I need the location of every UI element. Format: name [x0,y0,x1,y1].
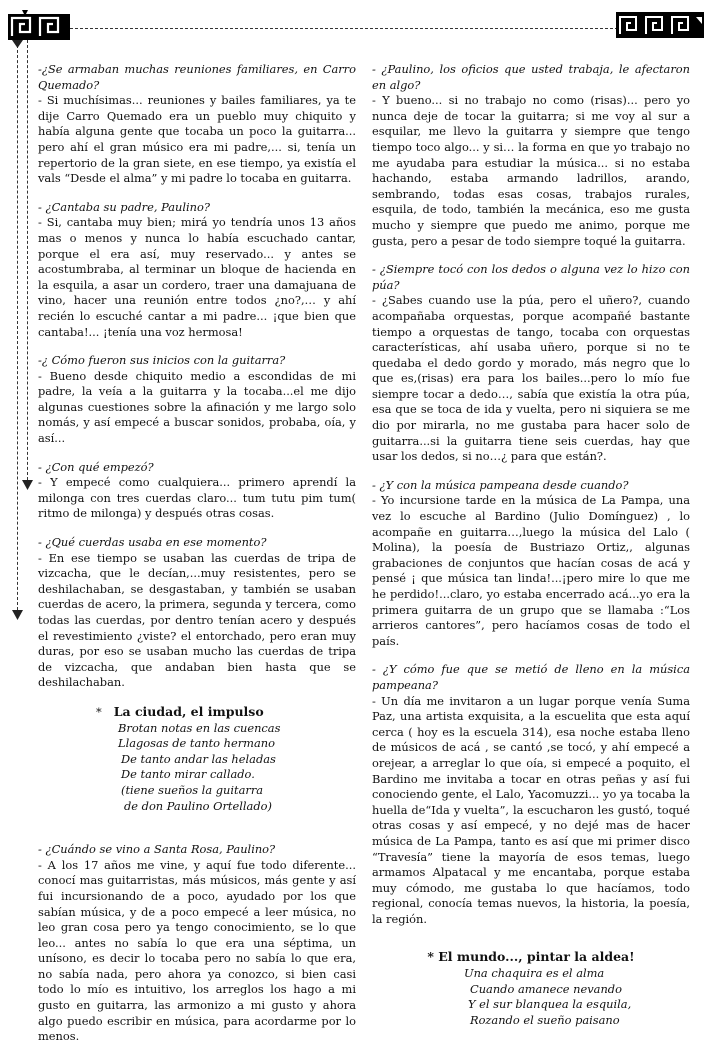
interview-question: - ¿Cuándo se vino a Santa Rosa, Paulino? [38,842,276,857]
interview-question: -¿ Cómo fueron sus inicios con la guitarra? [38,353,286,368]
interview-question: - ¿Siempre tocó con los dedos o alguna vez lo hizo con púa? [372,262,690,292]
poem-marker: * [96,704,102,719]
interview-question: -¿Se armaban muchas reuniones familiares, en Carro Quemado? [38,62,356,92]
qa-block [372,262,690,465]
qa-block [38,353,356,447]
qa-block [38,200,356,340]
interview-question: - ¿Cantaba su padre, Paulino? [38,199,210,214]
qa-block [372,62,690,249]
qa-block [38,460,356,522]
poem-line: de don Paulino Ortellado) [124,798,272,813]
poem-line: Brotan notas en las cuencas [118,720,281,735]
margin-dashed-line-2 [27,40,28,485]
interview-answer: - ¿Sabes cuando use la púa, pero el uñero?, cuando acompañaba orquestas, porque acompañé bastante tiempo a orquestas de tango, tocaba con orquestas características, ahí usaba uñero, porque si no te quedaba el dedo gordo y morado, más negro que lo que es,(risas) era para los bailes...pero lo mío fue siempre tocar a dedo…, sabía que existía la otra púa, esa que se toca de ida y vuelta, pero ni siquiera se me dio por mirarla, no me gustaba para hacer solo de guitarra...si la guitarra tiene seis cuerdas, hay que usar los dedos, si no…¿ para que están?. [372,293,690,464]
interview-answer: - A los 17 años me vine, y aquí fue todo diferente... conocí mas guitarristas, más músicos, más gente y así fui incursionando de a poco, ayudado por los que sabían música, y de a poco empecé a leer música, no leo gran cosa pero ya tengo conocimiento, se lo que leo... antes no sabía lo que era una séptima, un unísono, es decir lo tocaba pero no sabía lo que era, no sabía nada, pero ahora ya conozco, si bien casi todo lo mío es intuitivo, los arreglos los hago a mi gusto en guitarra, las armonizo a mi gusto y ahora algo puedo escribir en música, para acordarme por lo menos. [38,857,356,1044]
interview-question: - ¿Con qué empezó? [38,459,154,474]
interview-answer: - En ese tiempo se usaban las cuerdas de tripa de vizcacha, que le decían,...muy resistentes, pero se deshilachaban, se desgastaban, y también se usaban cuerdas de acero, la primera, segunda y tercera, como todas las cuerdas, por dentro tenían acero y después el revestimiento ¿viste? el entorchado, pero eran muy duras, por eso se usaban mucho las cuerdas de tripa de vizcacha, que andaban bien hasta que se deshilachaban. [38,550,356,690]
poem-line: De tanto andar las heladas [121,751,276,766]
interview-answer: - Bueno desde chiquito medio a escondidas de mi padre, la veía a la guitarra y la tocaba...el me dijo algunas cuestiones sobre la afinación y me largo solo nomás, y así empecé a buscar sonidos, probaba, oía, y así... [38,368,356,446]
poem-line: Y el sur blanquea la esquila, [468,997,632,1012]
poem-el-mundo [372,949,690,1028]
right-column [372,62,690,1028]
greek-key-ornament-left [8,10,70,40]
left-column [38,62,356,1058]
interview-question: - ¿Paulino, los oficios que usted trabaja, le afectaron en algo? [372,62,690,92]
poem-la-ciudad [98,704,356,814]
poem-line: Rozando el sueño paisano [470,1012,620,1027]
qa-block [38,62,356,187]
qa-block [372,662,690,927]
qa-block [372,478,690,650]
interview-answer: - Y bueno... si no trabajo no como (risas)... pero yo nunca deje de tocar la guitarra; si me voy al sur a esquilar, me llevo la guitarra y siempre que tengo tiempo toco algo... y si… la forma en que yo trabajo no me ayudaba para estudiar la música... si no estaba hachando, estaba armando ladrillos, arando, sembrando, todas esas cosas, trabajos rurales, esquila, de todo, también la mecánica, eso me gusta mucho y siempre que puedo me animo, porque me gusta, pero a pesar de todo siempre toqué la guitarra. [372,93,690,248]
greek-key-ornament-right [616,12,704,38]
interview-question: - ¿Y cómo fue que se metió de lleno en la música pampeana? [372,662,690,692]
poem-line: Una chaquira es el alma [464,966,605,981]
interview-answer: - Si muchísimas... reuniones y bailes familiares, ya te dije Carro Quemado era un pueblo muy chiquito y había alguna gente que tocaba un poco la guitarra... pero ahí el gran músico era mi padre,... si, tenía un repertorio de la gran siete, en ese tiempo, ya existía el vals “Desde el alma” y mi padre lo tocaba en guitarra. [38,93,356,186]
poem-title: * El mundo..., pintar la aldea! [427,949,635,965]
qa-block [38,842,356,1045]
poem-line: Llagosas de tanto hermano [118,736,275,751]
interview-answer: - Yo incursione tarde en la música de La Pampa, una vez lo escuche al Bardino (Julio Domínguez) , lo acompañe en guitarra…,luego la música del Lalo ( Molina), la poesía de Bustriazo Ortiz,, algunas grabaciones de conjuntos que hacían cosas de acá y pensé ¡ que música tan linda!...¡pero mire lo que me he perdido!...claro, yo estaba encerrado acá...yo era la primera guitarra de un grupo que se llamaba :“Los arrieros cantores”, pero hacíamos cosas de todo el país. [372,493,690,648]
interview-answer: - Un día me invitaron a un lugar porque venía Suma Paz, una artista exquisita, a la escuelita que esta aquí cerca ( hoy es la escuela 314), esa noche estaba lleno de músicos de acá , se cantó ,se tocó, y ahí empecé a orejear, a arreglar lo que oía, si empecé a poquito, el Bardino me invitaba a tocar en otras peñas y así fui conociendo gente, el Lalo, Yacomuzzi... yo ya tocaba la huella de“Ida y vuelta”, la escucharon les gustó, toqué otras cosas y así empecé, y no dejé mas de hacer música de La Pampa, tanto es así que mi primer disco “Travesía” tiene la mayoría de esos temas, luego armamos Alpatacal y me encantaba, porque estaba muy cómodo, me gustaba lo que hacíamos, todo regional, conocía temas nuevos, la historia, la poesía, la región. [372,693,690,926]
poem-line: Cuando amanece nevando [470,981,622,996]
arrow-down-icon [12,40,23,48]
arrow-down-icon [22,480,33,490]
interview-answer: - Si, cantaba muy bien; mirá yo tendría unos 13 años mas o menos y nunca lo había escuchado cantar, porque el era así, muy reservado... y antes se acostumbraba, al terminar un bloque de hacienda en la esquila, a asar un cordero, traer una damajuana de vino, hacer una reunión entre todos ¿no?,… y ahí recién lo escuché cantar a mi padre... ¡que bien que cantaba!... ¡tenía una voz hermosa! [38,215,356,339]
poem-line: (tiene sueños la guitarra [121,782,264,797]
interview-question: - ¿Y con la música pampeana desde cuando? [372,477,629,492]
poem-title: La ciudad, el impulso [113,703,264,719]
interview-answer: - Y empecé como cualquiera... primero aprendí la milonga con tres cuerdas claro... tum tutu pim tum( ritmo de milonga) y después otras cosas. [38,475,356,521]
interview-question: - ¿Qué cuerdas usaba en ese momento? [38,535,267,550]
margin-dashed-line-1 [17,40,18,615]
header-dashed-line [70,28,618,29]
poem-line: De tanto mirar callado. [121,767,255,782]
arrow-down-icon [12,610,23,620]
qa-block [38,535,356,691]
